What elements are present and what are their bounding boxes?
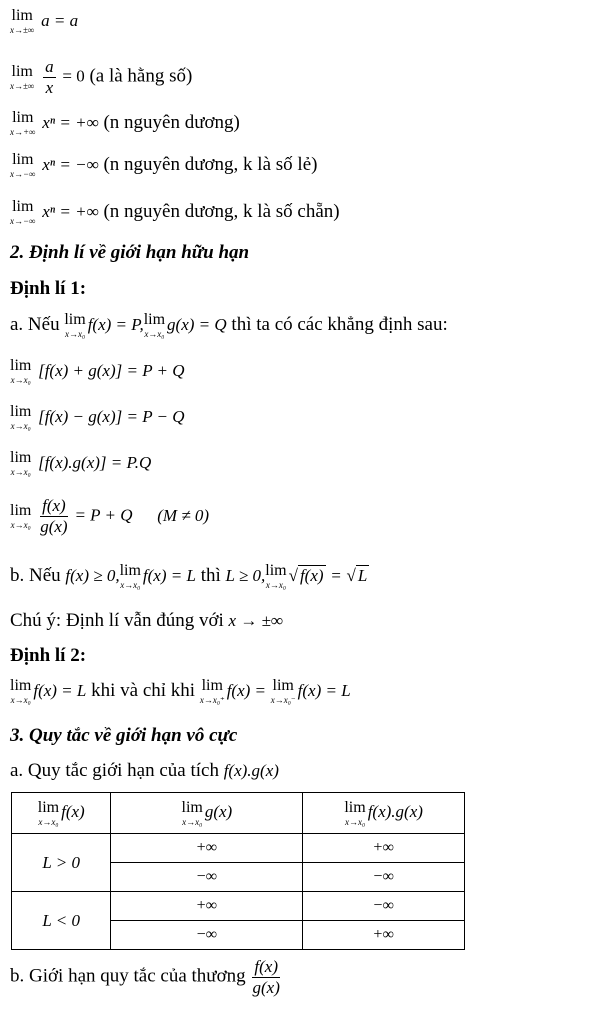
table-header-row (12, 793, 465, 834)
sum-rule-line: lim x→x₀ [f(x) + g(x)] = P + Q (10, 357, 185, 385)
limit-expression: xⁿ = +∞ (42, 112, 99, 132)
limit-power-plus-line (10, 110, 240, 137)
lim-operator: lim x→x₀ (10, 357, 32, 385)
limit-power-minus-odd-line (10, 152, 317, 179)
cell-g: −∞ (111, 921, 303, 950)
lim-operator: lim x→x₀ (119, 562, 141, 590)
lim-operator: lim x→±∞ (10, 62, 35, 91)
limit-constant-line (10, 8, 78, 35)
lim-operator: lim x→x₀ (64, 311, 86, 339)
section-3-heading: 3. Quy tắc về giới hạn vô cực (10, 725, 238, 746)
product-rule-line: lim x→x₀ [f(x).g(x)] = P.Q (10, 449, 152, 477)
theorem-1b-line: b. Nếu f(x) ≥ 0, lim x→x₀ f(x) = L thì L ≥ 0, lim x→x₀ √ f(x) = √ L (10, 562, 368, 590)
fraction: $\frac{f(x)}{g(x)}$ (40, 496, 68, 536)
cell-fg: −∞ (303, 863, 465, 892)
theorem-2-heading: Định lí 2: (10, 645, 87, 666)
note-text: (n nguyên dương) (103, 111, 240, 133)
cell-fg: +∞ (303, 921, 465, 950)
header-cell-g: lim x→x₀ g(x) (111, 793, 303, 834)
lim-operator: lim x→±∞ (10, 7, 35, 35)
limit-power-minus-even-line (10, 199, 340, 226)
limit-ratio-line (10, 58, 192, 97)
quotient-rule-title: b. Giới hạn quy tắc của thương $\frac{f(x)}{g(x)}$ (10, 957, 280, 997)
lim-operator: lim x→x₀ (10, 403, 32, 431)
cell-fg: +∞ (303, 834, 465, 863)
lim-operator: lim x→x₀ (10, 677, 32, 705)
sqrt-expression: √ f(x) (288, 565, 324, 585)
theorem-2-line: lim x→x₀ f(x) = L khi và chỉ khi lim x→x₀⁺ f(x) = lim x→x₀⁻ f(x) = L (10, 677, 351, 705)
limit-result: = 0 (62, 66, 85, 86)
fraction: $\frac{f(x)}{g(x)}$ (252, 957, 280, 997)
lim-operator: lim x→x₀ (10, 501, 32, 530)
group-label: L > 0 (12, 834, 111, 892)
limit-expression: a = a (41, 10, 79, 30)
lim-operator: lim x→x₀ (265, 562, 287, 590)
lim-operator: lim x→+∞ (10, 109, 36, 137)
limit-expression: xⁿ = +∞ (42, 201, 99, 221)
theorem-1-heading: Định lí 1: (10, 278, 87, 299)
difference-rule-line: lim x→x₀ [f(x) − g(x)] = P − Q (10, 403, 185, 431)
cell-fg: −∞ (303, 892, 465, 921)
lim-operator: lim x→x₀ (143, 311, 166, 339)
cell-g: −∞ (111, 863, 303, 892)
lim-operator: lim x→−∞ (10, 151, 36, 179)
section-2-heading: 2. Định lí về giới hạn hữu hạn (10, 242, 250, 263)
table-row (12, 892, 465, 921)
lim-operator: lim x→x₀ (10, 449, 32, 477)
cell-g: +∞ (111, 892, 303, 921)
product-rule-title: a. Quy tắc giới hạn của tích f(x).g(x) (10, 760, 279, 781)
header-cell-f: lim x→x₀ f(x) (12, 793, 111, 834)
fraction: $\frac{a}{x}$ (45, 57, 54, 97)
note-text: (a là hằng số) (89, 65, 193, 87)
cell-g: +∞ (111, 834, 303, 863)
limit-expression: xⁿ = −∞ (42, 154, 99, 174)
lim-operator: lim x→−∞ (10, 198, 36, 226)
table-row (12, 834, 465, 863)
theorem-1a-line: a. Nếu lim x→x₀ f(x) = P, lim x→x₀ g(x) = Q thì ta có các khẳng định sau: (10, 311, 448, 339)
header-cell-fg: lim x→x₀ f(x).g(x) (303, 793, 465, 834)
lim-operator: lim x→x₀⁺ (199, 677, 225, 705)
note-text: (n nguyên dương, k là số lẻ) (103, 153, 318, 175)
group-label: L < 0 (12, 892, 111, 950)
condition: (M ≠ 0) (157, 505, 210, 525)
note-text: (n nguyên dương, k là số chẵn) (103, 200, 340, 222)
lim-operator: lim x→x₀⁻ (270, 677, 296, 705)
product-rule-table (11, 792, 465, 950)
quotient-rule-line: lim x→x₀ $\frac{f(x)}{g(x)}$ = P + Q (M ≠ 0) (10, 496, 210, 536)
note-line: Chú ý: Định lí vẫn đúng với x → ±∞ (10, 610, 284, 631)
sqrt-l: √ L (346, 565, 368, 585)
